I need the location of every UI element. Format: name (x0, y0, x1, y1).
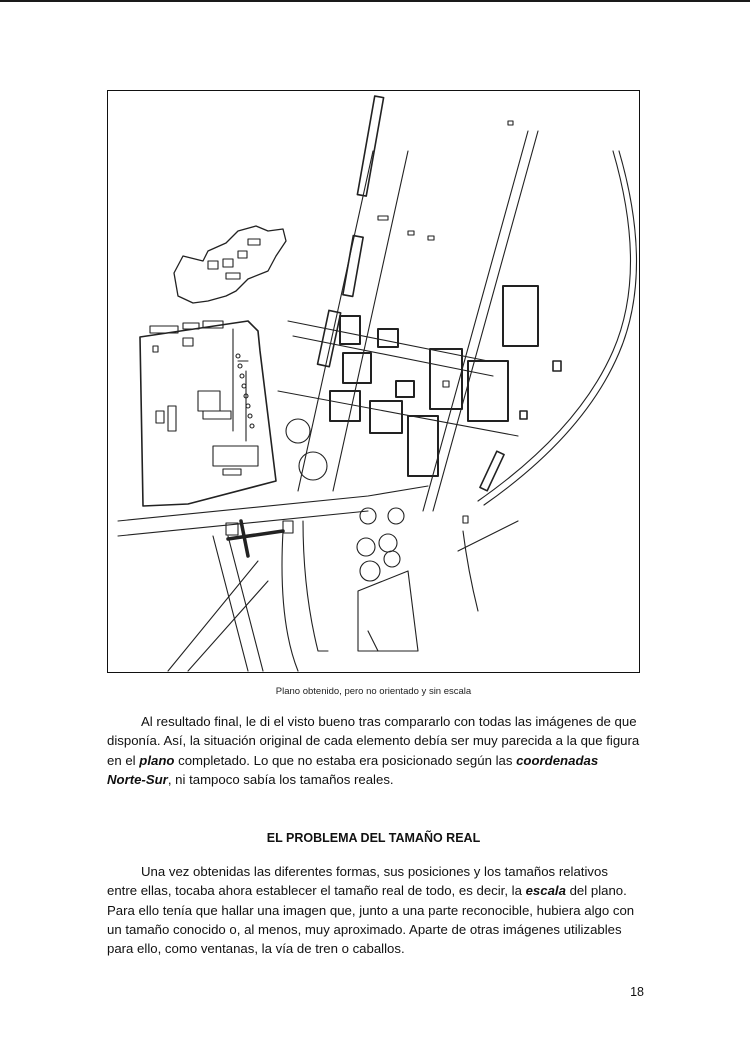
site-plan-icon (108, 91, 640, 673)
top-edge-rule (0, 0, 750, 2)
paragraph-1: Al resultado final, le di el visto bueno tras compararlo con todas las imágenes de que disponía. Así, la situación original de cada elemento debía ser muy parecida a la que figura en el plano completado. Lo que no estaba era posicionado según las coordenadas Norte-Sur, ni tampoco sabía los tamaños reales. (107, 714, 640, 787)
emphasis-coordenadas: coordenadas Norte-Sur (107, 752, 599, 787)
emphasis-escala: escala (525, 883, 566, 899)
figure-caption: Plano obtenido, pero no orientado y sin escala (275, 686, 472, 697)
emphasis-plano: plano (139, 752, 175, 768)
page-number: 18 (630, 985, 644, 999)
section-heading: EL PROBLEMA DEL TAMAÑO REAL (266, 831, 481, 845)
site-plan-figure (107, 90, 640, 673)
paragraph-2: Una vez obtenidas las diferentes formas, sus posiciones y los tamaños relativos entre ellas, tocaba ahora establecer el tamaño real de todo, es decir, la escala del plano. Para ello tenía que hallar una imagen que, junto a una parte reconocible, hubiera algo con un tamaño conocido o, al menos, muy aproximado. Aparte de otras imágenes utilizables para ello, como ventanas, la vía de tren o caballos. (107, 864, 635, 957)
